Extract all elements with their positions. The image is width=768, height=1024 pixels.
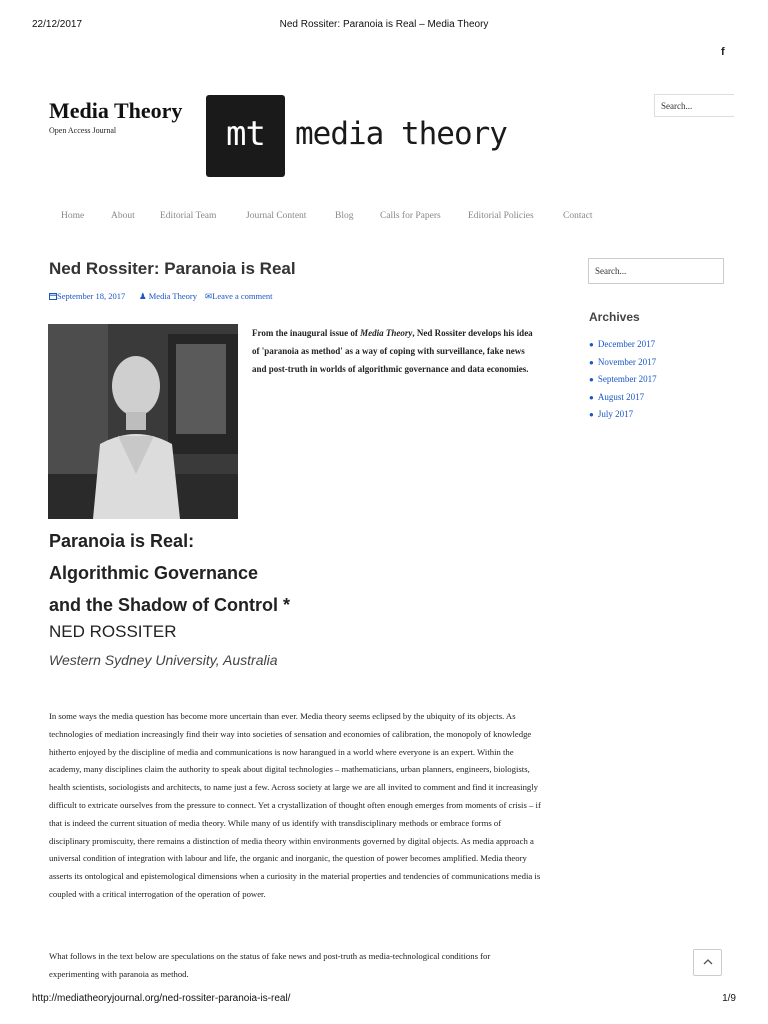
bullet-icon: ● bbox=[589, 340, 594, 349]
bullet-icon: ● bbox=[589, 357, 594, 367]
post-comment-link[interactable] bbox=[205, 291, 273, 302]
post-intro bbox=[252, 324, 536, 378]
archive-link[interactable] bbox=[589, 406, 657, 424]
post-title: Ned Rossiter: Paranoia is Real bbox=[49, 259, 296, 278]
bullet-icon: ● bbox=[589, 392, 594, 402]
comment-icon: ✉ bbox=[205, 291, 213, 301]
post-comment: Leave a comment bbox=[212, 291, 273, 301]
archive-link[interactable] bbox=[589, 354, 657, 372]
archive-link[interactable] bbox=[589, 371, 657, 389]
nav-item-calls-for-papers[interactable]: Calls for Papers bbox=[380, 211, 441, 221]
post-author: Media Theory bbox=[148, 291, 197, 301]
header-search-input[interactable]: Search... bbox=[654, 94, 734, 117]
user-icon: ♟ bbox=[139, 291, 147, 301]
facebook-icon[interactable]: f bbox=[721, 46, 725, 58]
bullet-icon: ● bbox=[589, 410, 594, 420]
post-date-link[interactable] bbox=[49, 291, 125, 301]
author-photo-image bbox=[48, 324, 238, 519]
post-date: September 18, 2017 bbox=[57, 291, 126, 301]
archives-list bbox=[589, 336, 657, 424]
article-title-line: Algorithmic Governance bbox=[49, 563, 259, 583]
logo-mark: mt bbox=[206, 95, 285, 177]
archive-link-label: November 2017 bbox=[597, 356, 657, 367]
nav-item-journal-content[interactable]: Journal Content bbox=[246, 211, 307, 221]
article-title-line: Paranoia is Real: bbox=[49, 531, 195, 551]
archive-link[interactable] bbox=[589, 336, 657, 354]
author-photo bbox=[48, 324, 238, 519]
nav-item-about[interactable]: About bbox=[111, 211, 135, 221]
site-logo[interactable] bbox=[206, 95, 526, 177]
sidebar-search-input[interactable]: Search... bbox=[588, 258, 724, 284]
article-author: NED ROSSITER bbox=[49, 622, 177, 641]
post-author-link[interactable] bbox=[139, 291, 197, 302]
intro-journal-name: Media Theory bbox=[360, 328, 413, 338]
archive-link[interactable] bbox=[589, 389, 657, 407]
logo-wordmark: media theory bbox=[295, 116, 507, 152]
nav-item-editorial-team[interactable]: Editorial Team bbox=[160, 211, 217, 221]
print-url: http://mediatheoryjournal.org/ned-rossiter-paranoia-is-real/ bbox=[32, 993, 291, 1004]
nav-item-contact[interactable]: Contact bbox=[563, 211, 593, 221]
site-title[interactable]: Media Theory bbox=[49, 98, 183, 123]
archive-link-label: September 2017 bbox=[597, 374, 657, 385]
article-title bbox=[49, 525, 290, 621]
nav-item-home[interactable]: Home bbox=[61, 211, 85, 221]
print-date: 22/12/2017 bbox=[32, 19, 83, 30]
calendar-icon bbox=[49, 292, 57, 300]
intro-text-after: , Ned Rossiter develops his idea of 'paranoia as method' as a way of coping with surveillance, fake news and post-truth in worlds of algorithmic governance and data economies. bbox=[252, 328, 533, 374]
article-affiliation: Western Sydney University, Australia bbox=[49, 652, 278, 668]
article-paragraph: What follows in the text below are speculations on the status of fake news and post-truth as media-technological conditions for experimenting with paranoia as method. bbox=[49, 951, 491, 979]
print-page-title: Ned Rossiter: Paranoia is Real – Media Theory bbox=[279, 19, 489, 30]
chevron-up-icon bbox=[703, 958, 713, 966]
article-title-line: and the Shadow of Control * bbox=[49, 595, 290, 615]
print-header bbox=[0, 19, 768, 33]
article-paragraph: In some ways the media question has become more uncertain than ever. Media theory seems eclipsed by the ubiquity of its objects. As technologies of mediation increasingly find their way into societies of sensation and economies of calibration, the monopoly of knowledge hitherto enjoyed by the discipline of media and communications is now harangued in a world where everyone is an expert. Within the academy, many disciplines claim the authority to speak about digital technologies – mathematicians, urban planners, engineers, biologists, health scientists, sociologists and architects, to name just a few. Across society at large we are all invited to comment and find it increasingly difficult to extricate ourselves from the pressure to connect. Yet a crystallization of thought often enough emerges from moments of crisis – if that is indeed the current situation of media theory. While many of us identify with transdisciplinary methods or embrace forms of disciplinary promiscuity, there remains a distinction of media theory within environments governed by digital objects. As media approach a universal condition of integration with labour and life, the organic and inorganic, the question of power becomes amplified. Media theory asserts its ontological and epistemological dimensions when a curiosity in the material properties and tendencies of communications media is coupled with a critical interrogation of the operation of power. bbox=[49, 711, 541, 899]
print-footer bbox=[0, 993, 768, 1007]
nav-item-blog[interactable]: Blog bbox=[335, 211, 354, 221]
site-tagline: Open Access Journal bbox=[49, 126, 117, 135]
archives-heading: Archives bbox=[589, 310, 640, 324]
archive-link-label: December 2017 bbox=[597, 339, 656, 349]
scroll-to-top-button[interactable] bbox=[693, 949, 722, 976]
archive-link-label: August 2017 bbox=[597, 391, 645, 402]
archive-link-label: July 2017 bbox=[597, 409, 634, 420]
bullet-icon: ● bbox=[589, 375, 594, 385]
nav-item-editorial-policies[interactable]: Editorial Policies bbox=[468, 211, 534, 221]
intro-text-before: From the inaugural issue of bbox=[252, 328, 361, 338]
print-page-number: 1/9 bbox=[722, 993, 736, 1004]
